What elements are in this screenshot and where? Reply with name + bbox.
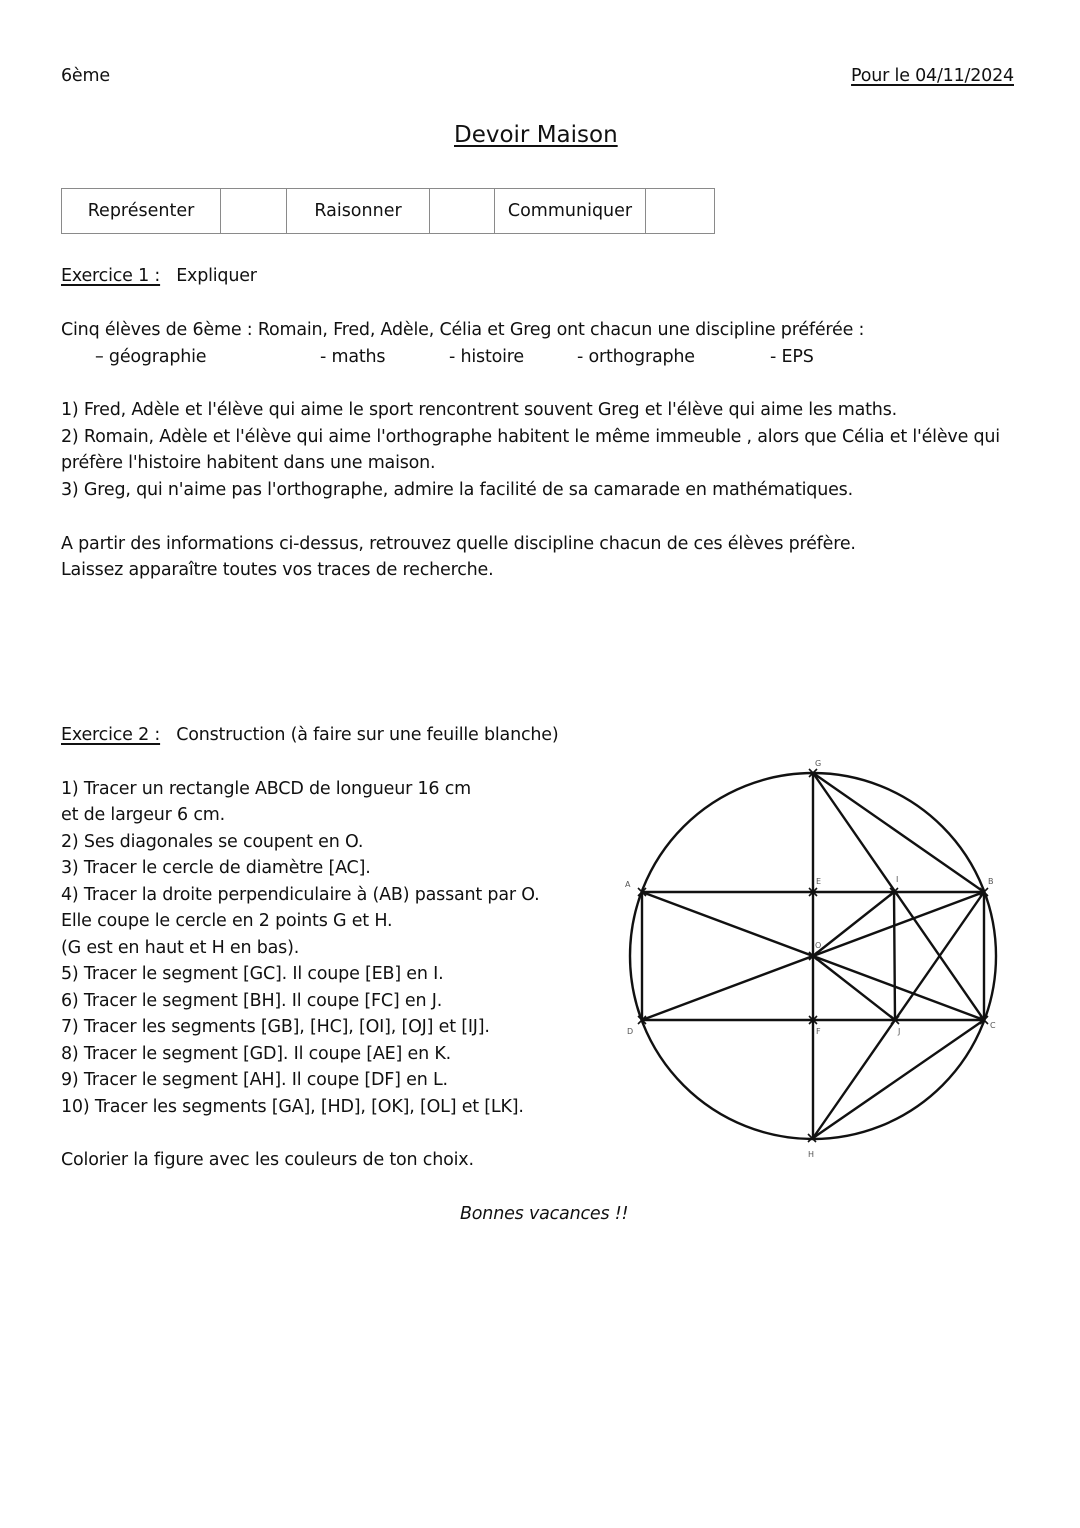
segment-ij xyxy=(894,892,895,1020)
point-label-h: H xyxy=(808,1150,815,1159)
construction-step: 3) Tracer le cercle de diamètre [AC]. xyxy=(61,858,371,878)
segment-gc xyxy=(813,773,984,1020)
point-label-b: B xyxy=(988,877,994,886)
competency-label: Raisonner xyxy=(287,189,430,234)
instruction-line: Laissez apparaître toutes vos traces de recherche. xyxy=(61,560,494,580)
construction-step: (G est en haut et H en bas). xyxy=(61,938,300,958)
point-label-i: I xyxy=(896,875,899,884)
discipline-item: - maths xyxy=(320,347,386,367)
construction-step: 1) Tracer un rectangle ABCD de longueur 16 cm xyxy=(61,779,471,799)
point-label-d: D xyxy=(627,1027,634,1036)
point-label-g: G xyxy=(815,759,822,768)
coloring-instruction: Colorier la figure avec les couleurs de ton choix. xyxy=(61,1150,474,1170)
clue-line: 3) Greg, qui n'aime pas l'orthographe, admire la facilité de sa camarade en mathématiques. xyxy=(61,480,853,500)
exercise1-heading: Exercice 1 : xyxy=(61,266,161,286)
construction-step: 6) Tracer le segment [BH]. Il coupe [FC] en J. xyxy=(61,991,443,1011)
segment-oi xyxy=(813,892,894,956)
point-label-o: O xyxy=(815,941,822,950)
construction-step: Elle coupe le cercle en 2 points G et H. xyxy=(61,911,393,931)
discipline-item: - EPS xyxy=(770,347,814,367)
closing-message: Bonnes vacances !! xyxy=(460,1204,629,1224)
point-label-j: J xyxy=(898,1027,901,1036)
construction-step: et de largeur 6 cm. xyxy=(61,805,225,825)
construction-step: 7) Tracer les segments [GB], [HC], [OI], [OJ] et [IJ]. xyxy=(61,1017,490,1037)
point-label-a: A xyxy=(625,880,631,889)
exercise1-subtitle: Expliquer xyxy=(176,266,257,286)
construction-step: 10) Tracer les segments [GA], [HD], [OK], [OL] et [LK]. xyxy=(61,1097,524,1117)
competency-label: Représenter xyxy=(62,189,221,234)
point-label-f: F xyxy=(816,1027,821,1036)
segment-gb xyxy=(813,773,984,892)
discipline-item: - orthographe xyxy=(577,347,695,367)
construction-step: 5) Tracer le segment [GC]. Il coupe [EB] en I. xyxy=(61,964,444,984)
exercise2-subtitle: Construction (à faire sur une feuille blanche) xyxy=(176,725,559,745)
point-label-e: E xyxy=(816,877,822,886)
clue-line: 2) Romain, Adèle et l'élève qui aime l'orthographe habitent le même immeuble , alors que Célia et l'élève qui xyxy=(61,427,1000,447)
page-title: Devoir Maison xyxy=(454,122,618,148)
construction-step: 9) Tracer le segment [AH]. Il coupe [DF] en L. xyxy=(61,1070,448,1090)
construction-step: 2) Ses diagonales se coupent en O. xyxy=(61,832,364,852)
clue-line: préfère l'histoire habitent dans une maison. xyxy=(61,453,436,473)
discipline-item: - histoire xyxy=(449,347,524,367)
class-level: 6ème xyxy=(61,66,110,86)
segment-hc xyxy=(813,1020,984,1138)
clue-line: 1) Fred, Adèle et l'élève qui aime le sport rencontrent souvent Greg et l'élève qui aime les maths. xyxy=(61,400,897,420)
due-date: Pour le 04/11/2024 xyxy=(851,66,1014,86)
construction-step: 8) Tracer le segment [GD]. Il coupe [AE] en K. xyxy=(61,1044,451,1064)
construction-step: 4) Tracer la droite perpendiculaire à (AB) passant par O. xyxy=(61,885,540,905)
exercise2-heading: Exercice 2 : xyxy=(61,725,161,745)
competency-label: Communiquer xyxy=(495,189,646,234)
point-label-c: C xyxy=(990,1021,996,1030)
segment-oj xyxy=(813,956,895,1020)
discipline-item: – géographie xyxy=(95,347,207,367)
instruction-line: A partir des informations ci-dessus, retrouvez quelle discipline chacun de ces élèves préfère. xyxy=(61,534,856,554)
exercise1-intro: Cinq élèves de 6ème : Romain, Fred, Adèle, Célia et Greg ont chacun une discipline préférée : xyxy=(61,320,865,340)
segment-bh xyxy=(813,892,984,1138)
